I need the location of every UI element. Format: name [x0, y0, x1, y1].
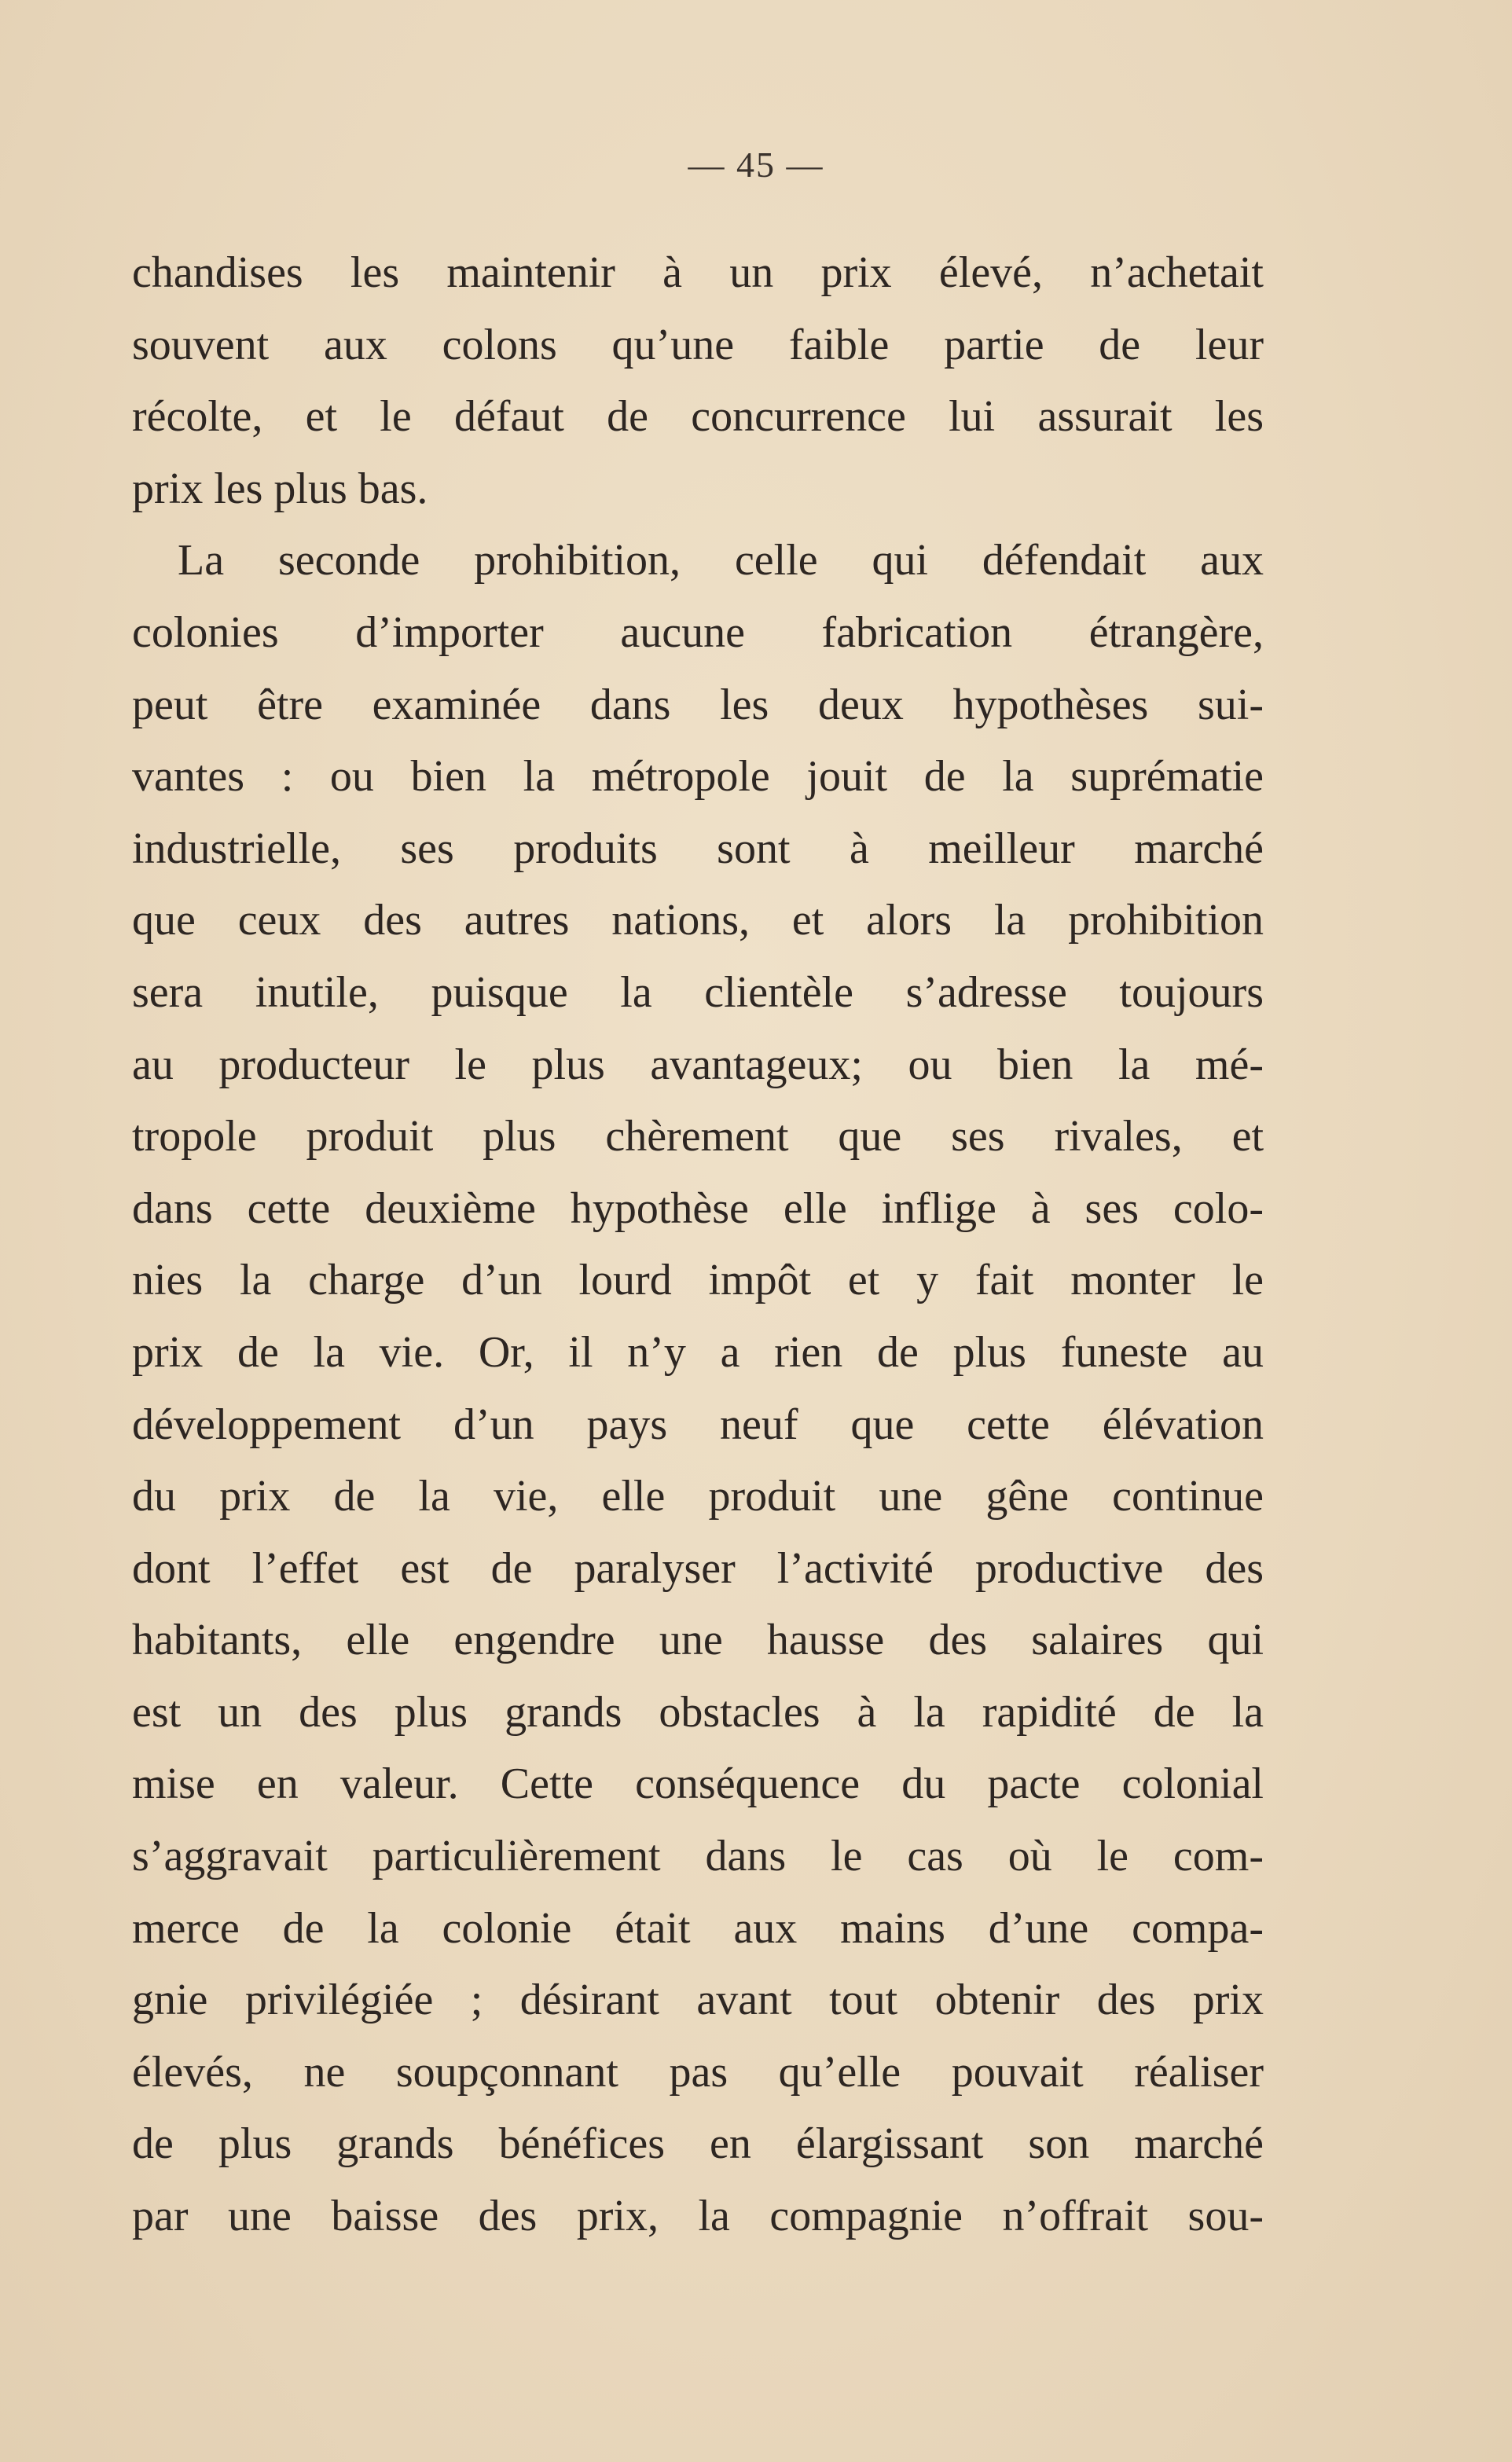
text-line: habitants, elle engendre une hausse des salaires qui: [132, 1616, 1264, 1665]
text-line: mise en valeur. Cette conséquence du pacte colonial: [132, 1759, 1264, 1809]
body-text: [132, 237, 1264, 2253]
text-line: vantes : ou bien la métropole jouit de la suprématie: [132, 752, 1264, 802]
text-line: tropole produit plus chèrement que ses rivales, et: [132, 1112, 1264, 1161]
text-line: de plus grands bénéfices en élargissant son marché: [132, 2119, 1264, 2169]
text-line: La seconde prohibition, celle qui défendait aux: [178, 536, 1264, 585]
text-line: par une baisse des prix, la compagnie n’offrait sou-: [132, 2192, 1264, 2241]
text-line: récolte, et le défaut de concurrence lui assurait les: [132, 392, 1264, 442]
text-line: souvent aux colons qu’une faible partie de leur: [132, 320, 1264, 369]
text-line: peut être examinée dans les deux hypothèses sui-: [132, 680, 1264, 729]
text-line: colonies d’importer aucune fabrication étrangère,: [132, 607, 1264, 657]
text-line: dont l’effet est de paralyser l’activité productive des: [132, 1543, 1264, 1593]
text-line: dans cette deuxième hypothèse elle inflige à ses colo-: [132, 1183, 1264, 1233]
text-line: s’aggravait particulièrement dans le cas où le com-: [132, 1832, 1264, 1881]
text-line: industrielle, ses produits sont à meilleur marché: [132, 824, 1264, 873]
page-number: — 45 —: [688, 145, 824, 185]
text-line: que ceux des autres nations, et alors la prohibition: [132, 896, 1264, 945]
text-line: prix de la vie. Or, il n’y a rien de plus funeste au: [132, 1327, 1264, 1377]
text-line: au producteur le plus avantageux; ou bien la mé-: [132, 1040, 1264, 1089]
text-line: nies la charge d’un lourd impôt et y fait monter le: [132, 1256, 1264, 1305]
text-line: prix les plus bas.: [132, 464, 428, 513]
text-line: gnie privilégiée ; désirant avant tout obtenir des prix: [132, 1976, 1264, 2025]
text-line: chandises les maintenir à un prix élevé, n’achetait: [132, 248, 1264, 297]
text-line: est un des plus grands obstacles à la rapidité de la: [132, 1687, 1264, 1737]
text-line: du prix de la vie, elle produit une gêne continue: [132, 1472, 1264, 1521]
text-line: élevés, ne soupçonnant pas qu’elle pouvait réaliser: [132, 2047, 1264, 2097]
text-line: merce de la colonie était aux mains d’une compa-: [132, 1903, 1264, 1953]
text-line: sera inutile, puisque la clientèle s’adresse toujours: [132, 967, 1264, 1017]
text-line: développement d’un pays neuf que cette élévation: [132, 1400, 1264, 1449]
